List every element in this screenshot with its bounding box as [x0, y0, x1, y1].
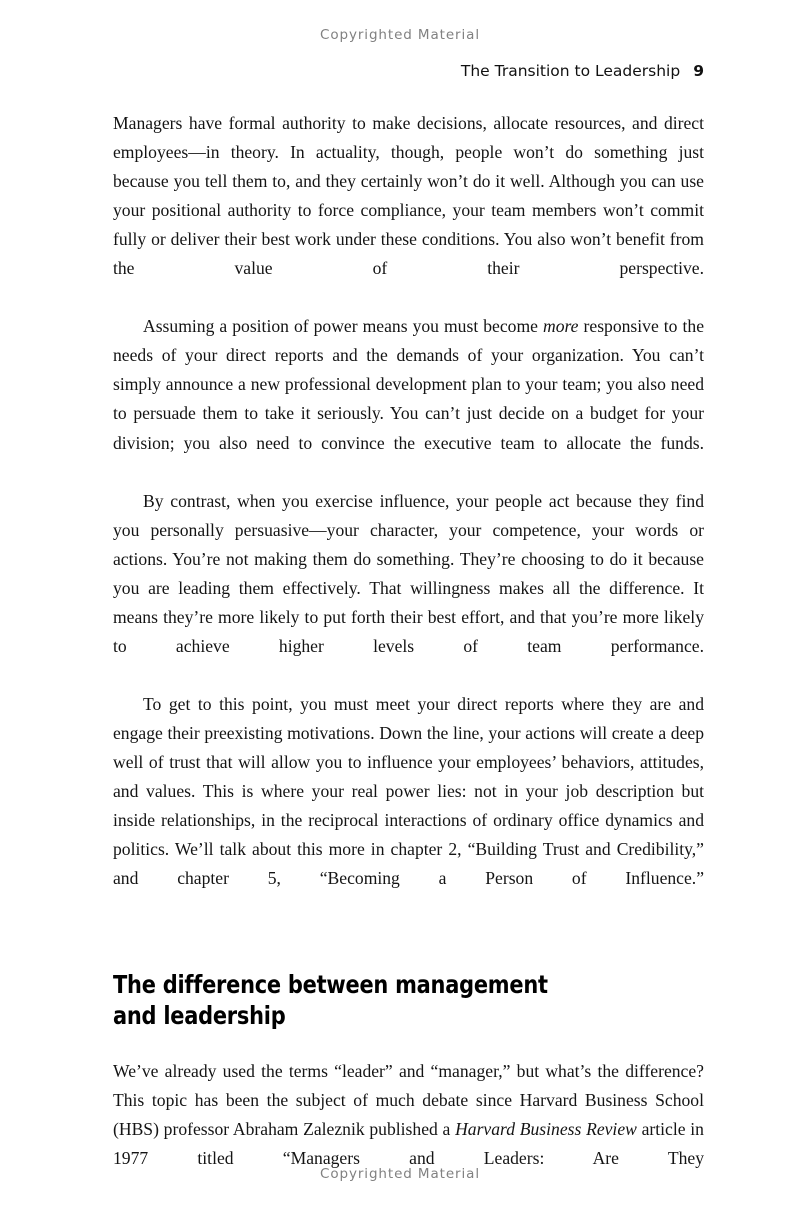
- paragraph-5-text-before-emphasis: We’ve already used the terms “leader” and “manager,” but what’s the difference? This topic has been the subject of much debate since Harvard Business School (HBS) professor Abraham Zaleznik published a: [113, 1061, 704, 1140]
- section-heading-line-1: [113, 969, 663, 1000]
- copyright-watermark-bottom: Copyrighted Material: [320, 1166, 480, 1182]
- paragraph-5-text-after-emphasis: article in 1977 titled “Managers and Leaders: Are They: [113, 1119, 704, 1169]
- section-heading-line-1-text: The difference between management: [113, 970, 548, 1000]
- emphasis-harvard-business-review: Harvard Business Review: [455, 1119, 637, 1140]
- section-heading-block: [113, 969, 704, 1031]
- paragraph-2-text-before-emphasis: Assuming a position of power means you must become: [143, 316, 543, 337]
- copyright-watermark-top: Copyrighted Material: [320, 27, 480, 43]
- section-heading-line-2-text: and leadership: [113, 1001, 286, 1031]
- paragraph-2-text-after-emphasis: responsive to the needs of your direct reports and the demands of your organization. You can’t simply announce a new professional development plan to your team; you also need to persuade them to take it seriously. You can’t just decide on a budget for your division; you also need to convince the executive team to allocate the funds.: [113, 316, 704, 453]
- body-paragraph-3: By contrast, when you exercise influence, your people act because they find you personally persuasive—your character, your competence, your words or actions. You’re not making them do something. They’re choosing to do it because you are leading them effectively. That willingness makes all the difference. It means they’re more likely to put forth their best effort, and that you’re more likely to achieve higher levels of team performance.: [113, 490, 704, 656]
- body-paragraph-4: To get to this point, you must meet your direct reports where they are and engage their preexisting motivations. Down the line, your actions will create a deep well of trust that will allow you to influence your employees’ behaviors, attitudes, and values. This is where your real power lies: not in your job description but inside relationships, in the reciprocal interactions of ordinary office dynamics and politics. We’ll talk about this more in chapter 2, “Building Trust and Credibility,” and chapter 5, “Becoming a Person of Influence.”: [113, 693, 704, 889]
- body-text-column: [113, 109, 704, 1203]
- section-heading-line-2: [113, 1000, 663, 1031]
- body-paragraph-1: Managers have formal authority to make decisions, allocate resources, and direct employees—in theory. In actuality, though, people won’t do something just because you tell them to, and they certainly won’t do it well. Although you can use your positional authority to force compliance, your team members won’t commit fully or deliver their best work under these conditions. You also won’t benefit from the value of their perspective.: [113, 113, 704, 279]
- emphasis-more: more: [542, 316, 579, 337]
- page-number: 9: [693, 62, 704, 80]
- running-head-title: The Transition to Leadership: [460, 62, 681, 80]
- body-paragraph-2: [113, 312, 704, 486]
- running-head: [113, 62, 704, 80]
